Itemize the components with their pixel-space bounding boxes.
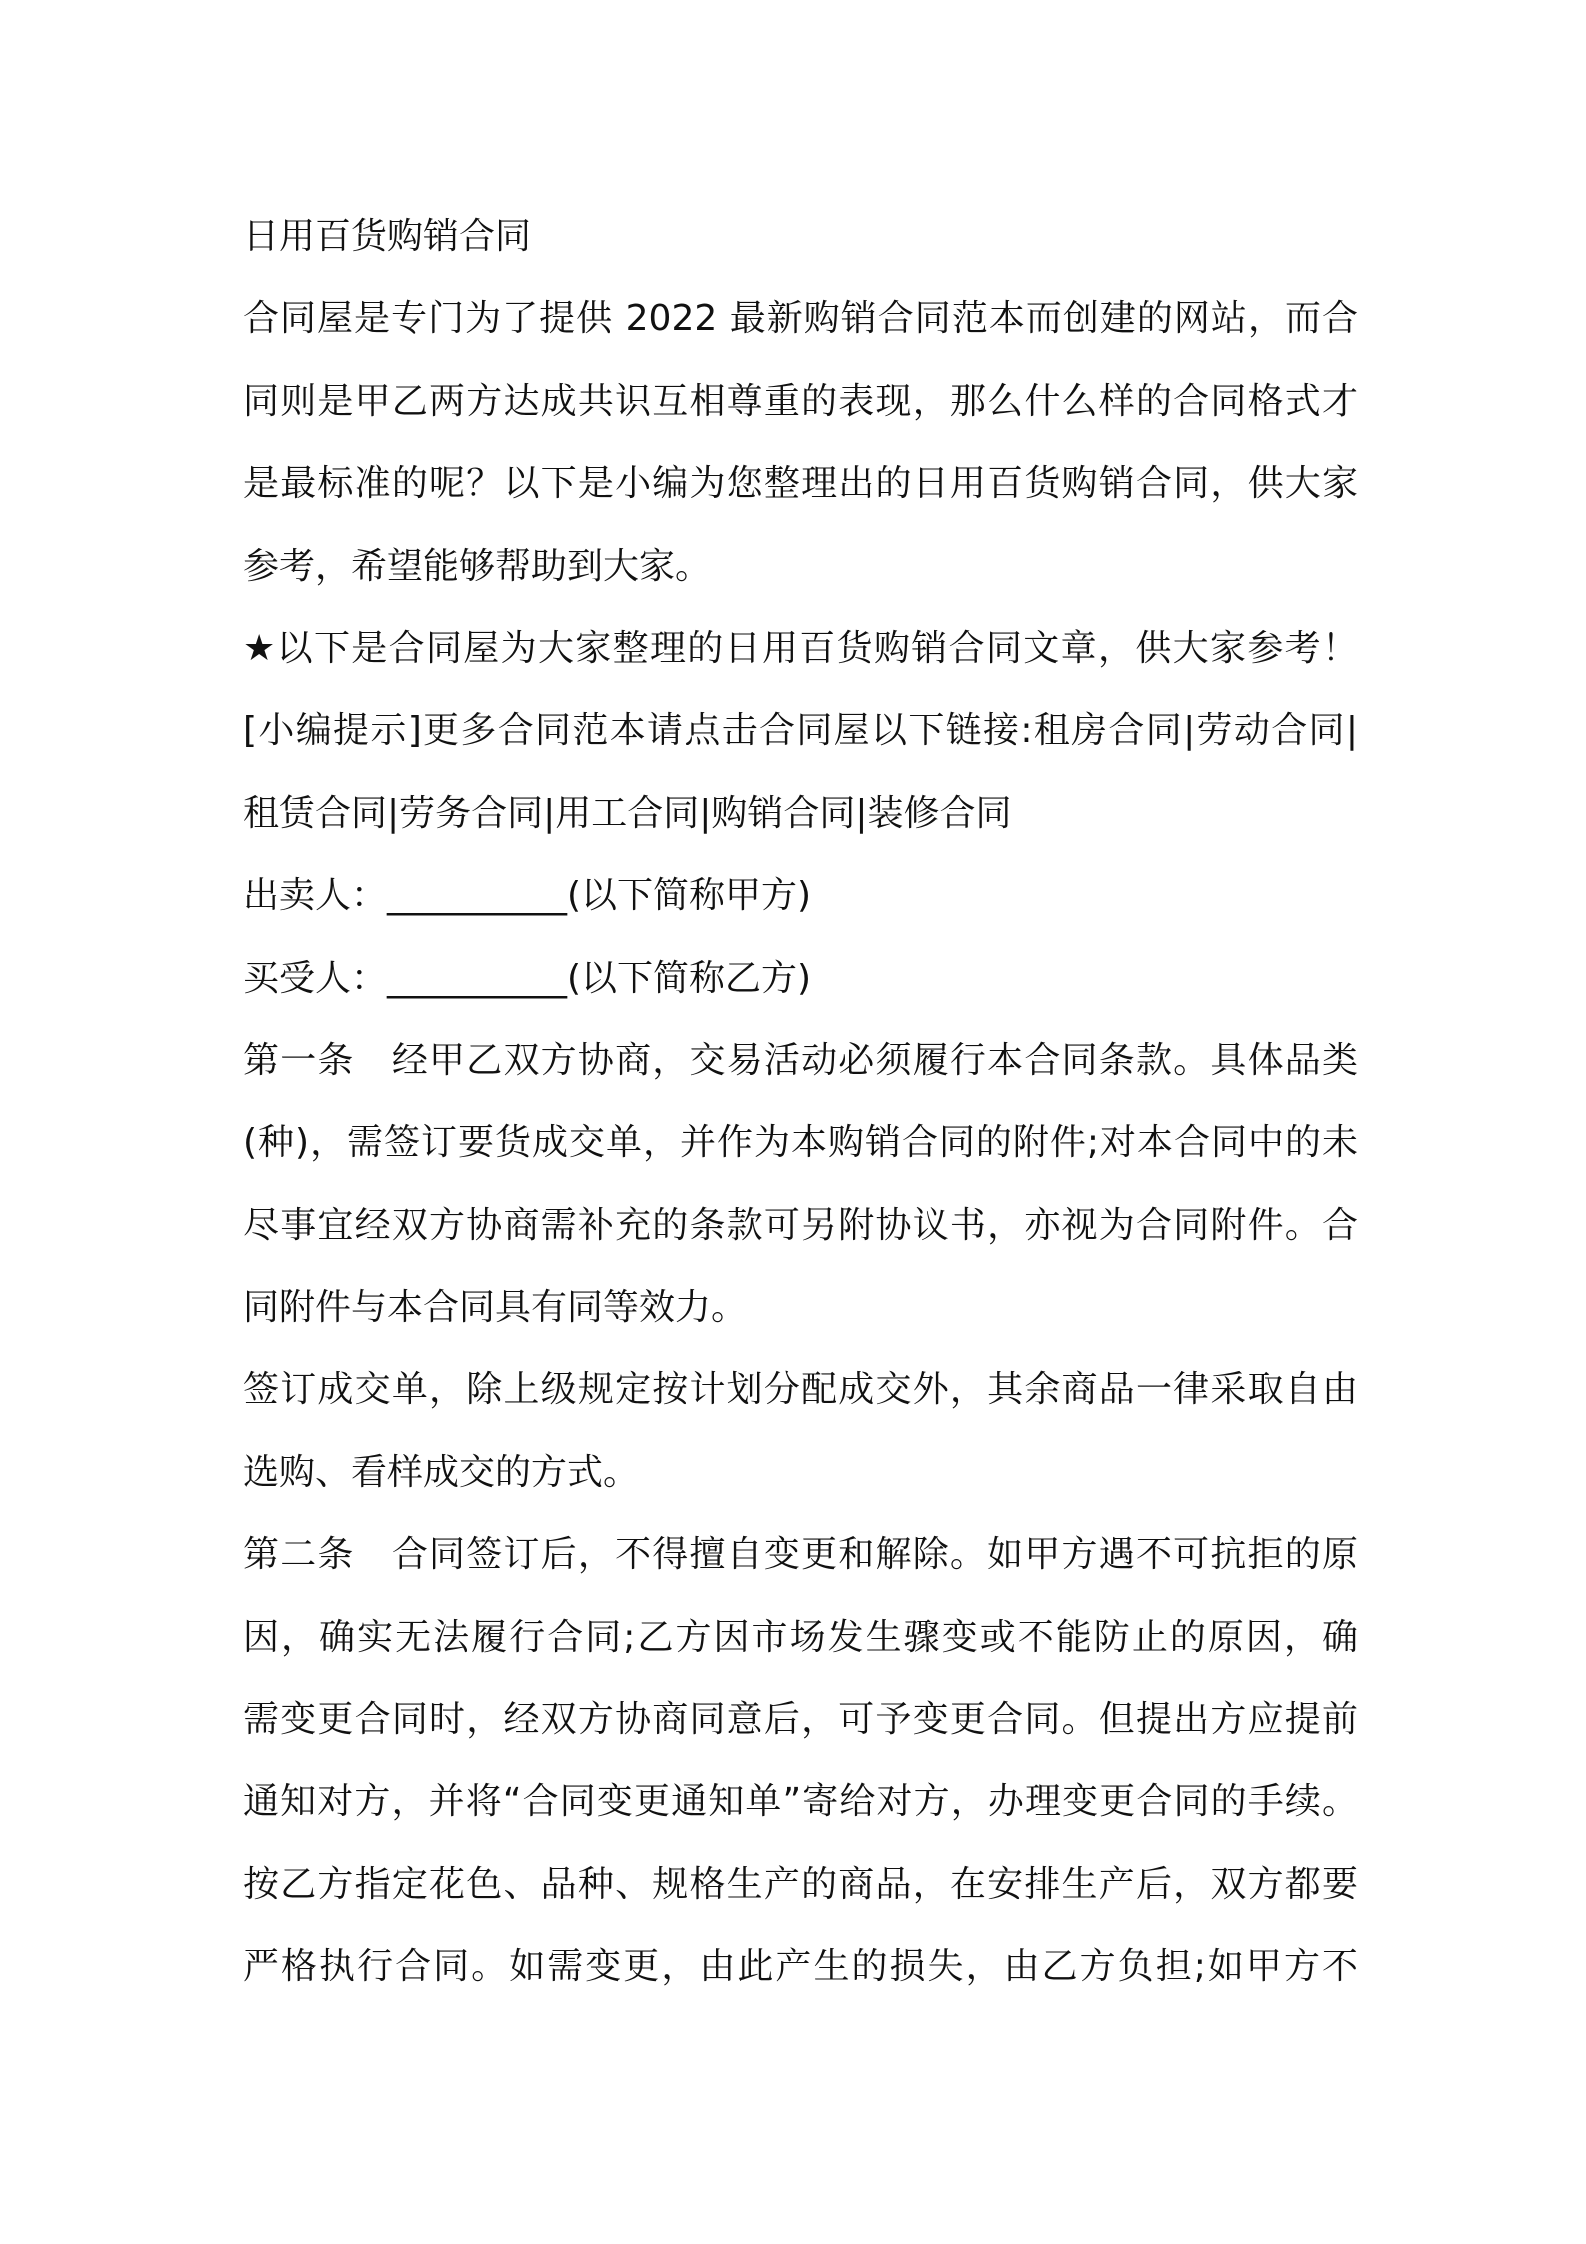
article-two-line: 需变更合同时，经双方协商同意后，可予变更合同。但提出方应提前	[243, 1699, 1358, 1741]
paragraph-line: 选购、看样成交的方式。	[243, 1451, 640, 1493]
article-one-line: (种)，需签订要货成交单，并作为本购销合同的附件;对本合同中的未	[243, 1122, 1358, 1164]
document-title: 日用百货购销合同	[243, 216, 532, 257]
links-line: 租赁合同|劳务合同|用工合同|购销合同|装修合同	[243, 792, 1012, 834]
paragraph-line: 同则是甲乙两方达成共识互相尊重的表现，那么什么样的合同格式才	[243, 380, 1358, 422]
links-line: [小编提示]更多合同范本请点击合同屋以下链接:租房合同|劳动合同|	[243, 710, 1358, 752]
paragraph-line: 签订成交单，除上级规定按计划分配成交外，其余商品一律采取自由	[243, 1369, 1358, 1411]
paragraph-line: 是最标准的呢？以下是小编为您整理出的日用百货购销合同，供大家	[243, 463, 1358, 505]
article-two-line: 第二条 合同签订后，不得擅自变更和解除。如甲方遇不可抗拒的原	[243, 1534, 1358, 1576]
buyer-line: 买受人：__________(以下简称乙方)	[243, 957, 812, 999]
article-one-line: 尽事宜经双方协商需补充的条款可另附协议书，亦视为合同附件。合	[243, 1204, 1358, 1246]
paragraph-line: 按乙方指定花色、品种、规格生产的商品，在安排生产后，双方都要	[243, 1863, 1358, 1905]
paragraph-line: 严格执行合同。如需变更，由此产生的损失，由乙方负担;如甲方不	[243, 1946, 1358, 1988]
paragraph-line: 合同屋是专门为了提供 2022 最新购销合同范本而创建的网站，而合	[243, 298, 1358, 340]
article-one-line: 同附件与本合同具有同等效力。	[243, 1287, 748, 1329]
article-two-line: 通知对方，并将“合同变更通知单”寄给对方，办理变更合同的手续。	[243, 1781, 1358, 1823]
paragraph-line: 参考，希望能够帮助到大家。	[243, 545, 712, 587]
notice-line: ★以下是合同屋为大家整理的日用百货购销合同文章，供大家参考！	[243, 627, 1358, 669]
seller-line: 出卖人：__________(以下简称甲方)	[243, 875, 812, 917]
article-two-line: 因，确实无法履行合同;乙方因市场发生骤变或不能防止的原因，确	[243, 1616, 1358, 1658]
document-page	[243, 196, 1358, 2009]
article-one-line: 第一条 经甲乙双方协商，交易活动必须履行本合同条款。具体品类	[243, 1039, 1358, 1081]
